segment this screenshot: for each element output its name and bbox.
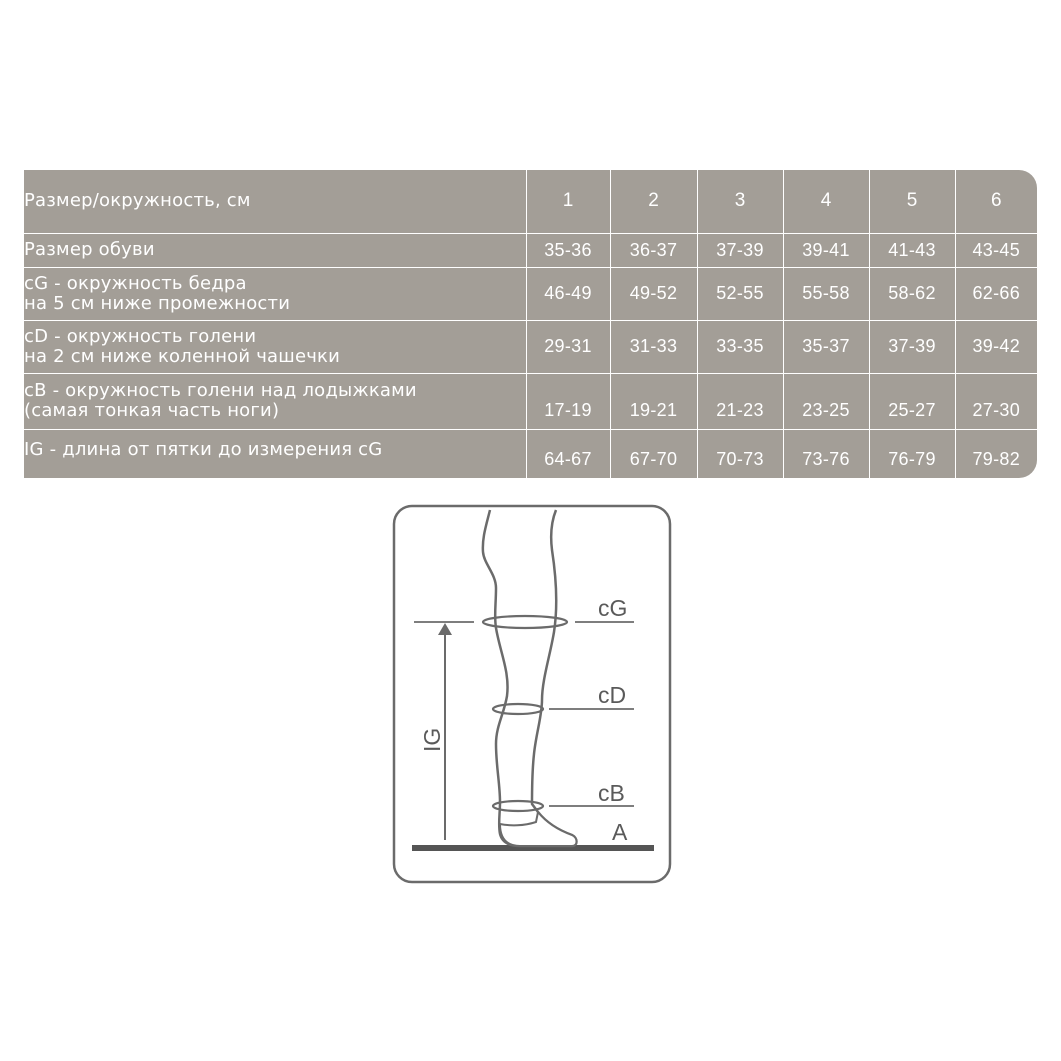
size-table-panel bbox=[24, 170, 1037, 478]
size-6-header: 6 bbox=[955, 170, 1037, 233]
size-table bbox=[24, 170, 1037, 478]
table-row-cd bbox=[24, 320, 1037, 373]
row-label bbox=[24, 267, 526, 320]
table-header-row bbox=[24, 170, 1037, 233]
table-cell: 58-62 bbox=[869, 267, 955, 320]
row-label-line: Размер обуви bbox=[24, 239, 155, 260]
size-4-header: 4 bbox=[783, 170, 869, 233]
table-cell: 55-58 bbox=[783, 267, 869, 320]
size-5-header: 5 bbox=[869, 170, 955, 233]
table-cell: 21-23 bbox=[697, 373, 783, 429]
leg-measurement-diagram bbox=[392, 504, 672, 884]
cg-label: cG bbox=[598, 595, 628, 621]
row-label bbox=[24, 233, 526, 267]
table-cell: 31-33 bbox=[610, 320, 697, 373]
row-label bbox=[24, 373, 526, 429]
table-cell: 70-73 bbox=[697, 429, 783, 478]
table-cell: 37-39 bbox=[697, 233, 783, 267]
table-cell: 19-21 bbox=[610, 373, 697, 429]
row-label-line: cB - окружность голени над лодыжками bbox=[24, 380, 417, 401]
table-row-cg bbox=[24, 267, 1037, 320]
table-cell: 27-30 bbox=[955, 373, 1037, 429]
table-cell: 73-76 bbox=[783, 429, 869, 478]
table-cell: 79-82 bbox=[955, 429, 1037, 478]
table-row-ig bbox=[24, 429, 1037, 478]
table-cell: 36-37 bbox=[610, 233, 697, 267]
cb-label: cB bbox=[598, 780, 625, 806]
leg-diagram-svg bbox=[392, 504, 672, 884]
row-label-line: (самая тонкая часть ноги) bbox=[24, 400, 280, 421]
size-3-header: 3 bbox=[697, 170, 783, 233]
table-cell: 39-42 bbox=[955, 320, 1037, 373]
table-cell: 25-27 bbox=[869, 373, 955, 429]
table-cell: 37-39 bbox=[869, 320, 955, 373]
row-label bbox=[24, 320, 526, 373]
table-cell: 64-67 bbox=[526, 429, 610, 478]
table-cell: 17-19 bbox=[526, 373, 610, 429]
table-cell: 49-52 bbox=[610, 267, 697, 320]
table-cell: 35-37 bbox=[783, 320, 869, 373]
table-cell: 41-43 bbox=[869, 233, 955, 267]
header-label: Размер/окружность, см bbox=[24, 170, 526, 233]
table-cell: 29-31 bbox=[526, 320, 610, 373]
row-label-line: на 2 см ниже коленной чашечки bbox=[24, 345, 341, 367]
table-cell: 46-49 bbox=[526, 267, 610, 320]
table-cell: 52-55 bbox=[697, 267, 783, 320]
table-cell: 33-35 bbox=[697, 320, 783, 373]
table-cell: 76-79 bbox=[869, 429, 955, 478]
table-cell: 35-36 bbox=[526, 233, 610, 267]
table-row-cb bbox=[24, 373, 1037, 429]
table-cell: 62-66 bbox=[955, 267, 1037, 320]
table-cell: 67-70 bbox=[610, 429, 697, 478]
table-cell: 23-25 bbox=[783, 373, 869, 429]
row-label-line: IG - длина от пятки до измерения cG bbox=[24, 438, 383, 460]
table-row-shoe-size bbox=[24, 233, 1037, 267]
table-cell: 39-41 bbox=[783, 233, 869, 267]
row-label-line: на 5 см ниже промежности bbox=[24, 292, 291, 314]
a-label: A bbox=[612, 819, 628, 845]
cd-label: cD bbox=[598, 682, 627, 708]
size-2-header: 2 bbox=[610, 170, 697, 233]
row-label bbox=[24, 429, 526, 478]
ig-label: IG bbox=[419, 727, 445, 752]
size-1-header: 1 bbox=[526, 170, 610, 233]
row-label-line: cG - окружность бедра bbox=[24, 272, 247, 294]
table-cell: 43-45 bbox=[955, 233, 1037, 267]
row-label-line: cD - окружность голени bbox=[24, 325, 257, 347]
